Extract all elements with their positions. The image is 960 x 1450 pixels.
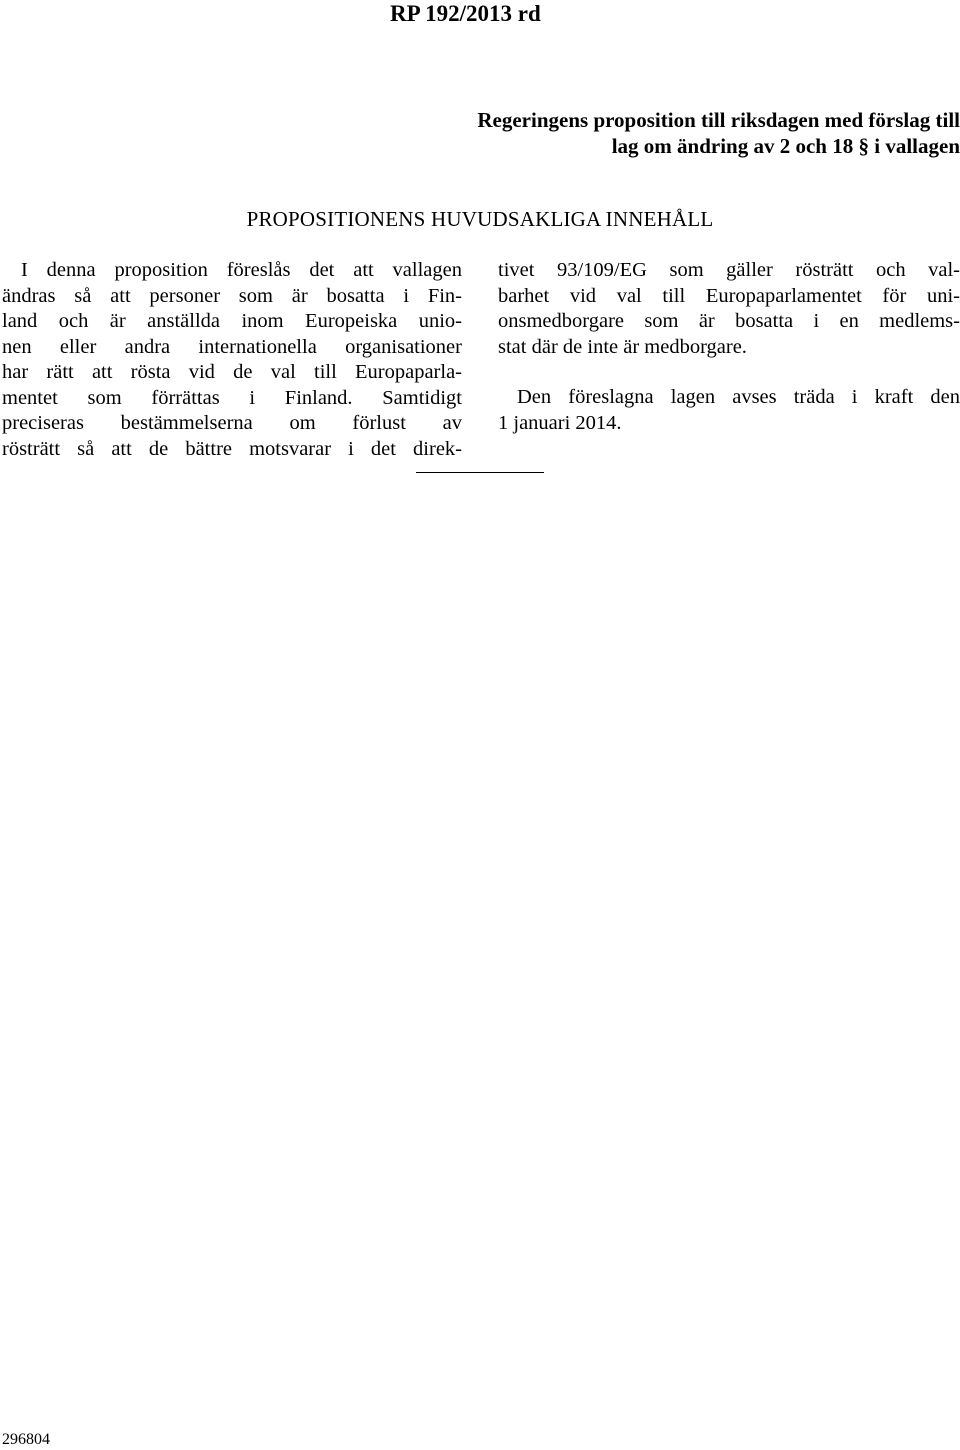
text-line: ändras så att personer som är bosatta i Fin- bbox=[2, 284, 462, 307]
text-line: onsmedborgare som är bosatta i en medlems- bbox=[498, 310, 960, 332]
text-line: 1 januari 2014. bbox=[498, 411, 622, 434]
text-line: Den föreslagna lagen avses träda i kraft den bbox=[517, 386, 960, 408]
proposition-title bbox=[350, 107, 960, 159]
text-line: rösträtt så att de bättre motsvarar i det direk- bbox=[2, 437, 462, 460]
page-code: 296804 bbox=[2, 1431, 50, 1448]
document-id: RP 192/2013 rd bbox=[390, 1, 541, 26]
title-line: lag om ändring av 2 och 18 § i vallagen bbox=[611, 134, 960, 158]
text-line: I denna proposition föreslås det att vallagen bbox=[21, 259, 462, 281]
right-column bbox=[498, 258, 960, 436]
section-divider bbox=[416, 472, 544, 473]
text-line: land och är anställda inom Europeiska unio- bbox=[2, 310, 462, 332]
text-line: har rätt att rösta vid de val till Europaparla- bbox=[2, 361, 462, 383]
text-line: nen eller andra internationella organisationer bbox=[2, 335, 462, 358]
text-line: tivet 93/109/EG som gäller rösträtt och val- bbox=[498, 259, 960, 281]
paragraph-gap bbox=[498, 360, 960, 385]
text-line: preciseras bestämmelserna om förlust av bbox=[2, 412, 462, 434]
text-line: mentet som förrättas i Finland. Samtidigt bbox=[2, 386, 462, 409]
left-column bbox=[2, 258, 462, 462]
text-line: barhet vid val till Europaparlamentet för uni- bbox=[498, 284, 960, 307]
title-line: Regeringens proposition till riksdagen med förslag till bbox=[477, 108, 960, 132]
section-heading: PROPOSITIONENS HUVUDSAKLIGA INNEHÅLL bbox=[246, 207, 714, 231]
text-line: stat där de inte är medborgare. bbox=[498, 335, 747, 358]
